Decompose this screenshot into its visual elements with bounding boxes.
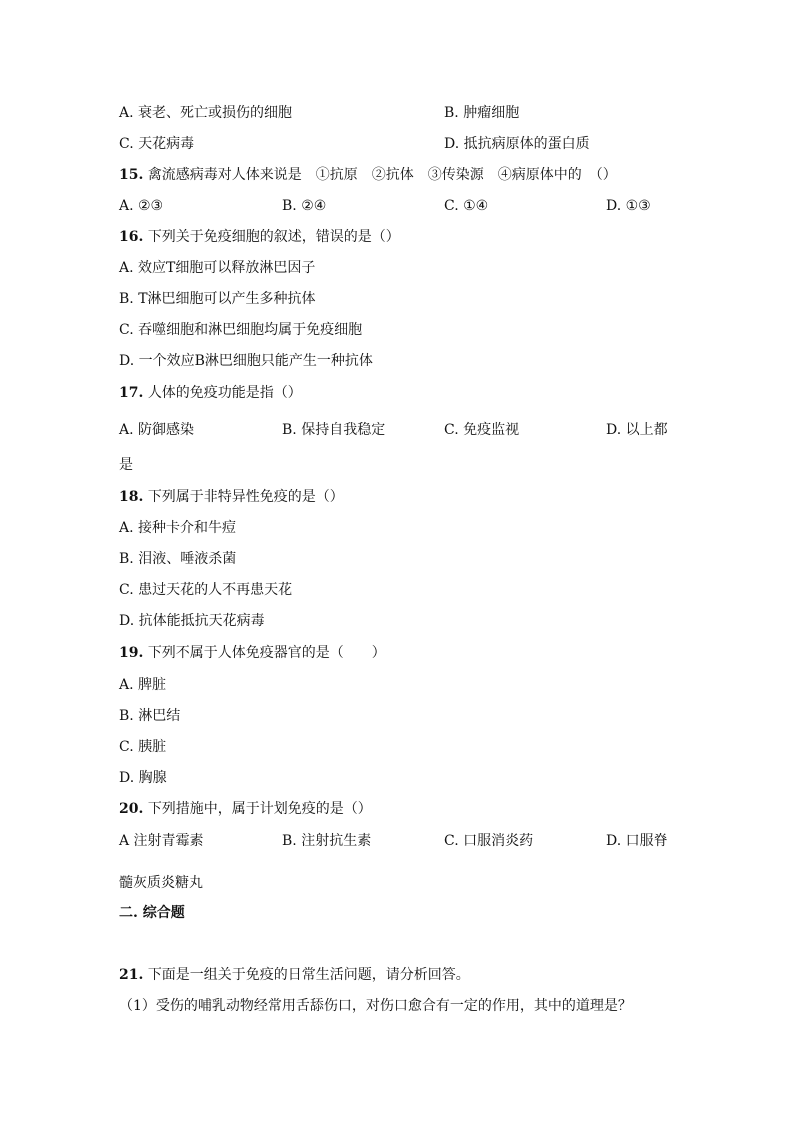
option-text: D. 口服脊 xyxy=(606,833,668,849)
option-text: C. 免疫监视 xyxy=(444,422,520,438)
option-text: D. 以上都 xyxy=(606,422,668,438)
option-text: C. 口服消炎药 xyxy=(444,833,534,849)
question-text: 人体的免疫功能是指（） xyxy=(147,385,302,401)
option-text: D. 胸腺 xyxy=(119,770,167,786)
option-text: C. 天花病毒 xyxy=(119,136,195,152)
question-text: 下列措施中，属于计划免疫的是（） xyxy=(147,801,372,817)
option-text: A. 防御感染 xyxy=(119,422,195,438)
option-text: C. ①④ xyxy=(444,198,489,214)
question-number: 21. xyxy=(119,967,144,983)
option-text: C. 胰脏 xyxy=(119,739,167,755)
question-text: 下列属于非特异性免疫的是（） xyxy=(147,489,344,505)
option-text: D. 一个效应B淋巴细胞只能产生一种抗体 xyxy=(119,353,373,369)
question-stem xyxy=(119,801,372,817)
option-text: B. 注射抗生素 xyxy=(282,833,372,849)
option-text: B. 泪液、唾液杀菌 xyxy=(119,551,237,567)
question-stem xyxy=(119,385,302,401)
option-text: 是 xyxy=(119,457,133,473)
option-text: A. 效应T细胞可以释放淋巴因子 xyxy=(119,260,316,276)
option-text: A. 脾脏 xyxy=(119,677,167,693)
question-stem xyxy=(119,229,400,245)
option-text: B. 肿瘤细胞 xyxy=(444,105,520,121)
option-text: C. 患过天花的人不再患天花 xyxy=(119,582,293,598)
option-text: D. 抵抗病原体的蛋白质 xyxy=(444,136,590,152)
section-title: 二. 综合题 xyxy=(119,905,185,921)
option-text: A 注射青霉素 xyxy=(119,833,204,849)
question-stem xyxy=(119,167,617,183)
option-text: B. T淋巴细胞可以产生多种抗体 xyxy=(119,291,316,307)
option-text: D. 抗体能抵抗天花病毒 xyxy=(119,613,265,629)
option-text: 髓灰质炎糖丸 xyxy=(119,875,203,891)
question-number: 20. xyxy=(119,801,144,817)
option-text: B. 淋巴结 xyxy=(119,708,181,724)
option-text: （1）受伤的哺乳动物经常用舌舔伤口，对伤口愈合有一定的作用，其中的道理是？ xyxy=(119,998,632,1014)
question-number: 17. xyxy=(119,385,144,401)
question-text: 下列关于免疫细胞的叙述，错误的是（） xyxy=(147,229,400,245)
option-text: A. ②③ xyxy=(119,198,164,214)
option-text: A. 衰老、死亡或损伤的细胞 xyxy=(119,105,293,121)
question-stem xyxy=(119,645,386,661)
option-text: B. 保持自我稳定 xyxy=(282,422,386,438)
question-text: 下列不属于人体免疫器官的是（ ） xyxy=(147,645,386,661)
option-text: D. ①③ xyxy=(606,198,651,214)
option-text: B. ②④ xyxy=(282,198,327,214)
option-text: C. 吞噬细胞和淋巴细胞均属于免疫细胞 xyxy=(119,322,363,338)
question-stem xyxy=(119,489,344,505)
question-number: 18. xyxy=(119,489,144,505)
option-text: A. 接种卡介和牛痘 xyxy=(119,520,237,536)
question-stem xyxy=(119,967,470,983)
question-number: 15. xyxy=(119,167,144,183)
question-number: 19. xyxy=(119,645,144,661)
question-text: 禽流感病毒对人体来说是 ①抗原 ②抗体 ③传染源 ④病原体中的 （） xyxy=(147,167,617,183)
question-number: 16. xyxy=(119,229,144,245)
question-text: 下面是一组关于免疫的日常生活问题，请分析回答。 xyxy=(147,967,470,983)
